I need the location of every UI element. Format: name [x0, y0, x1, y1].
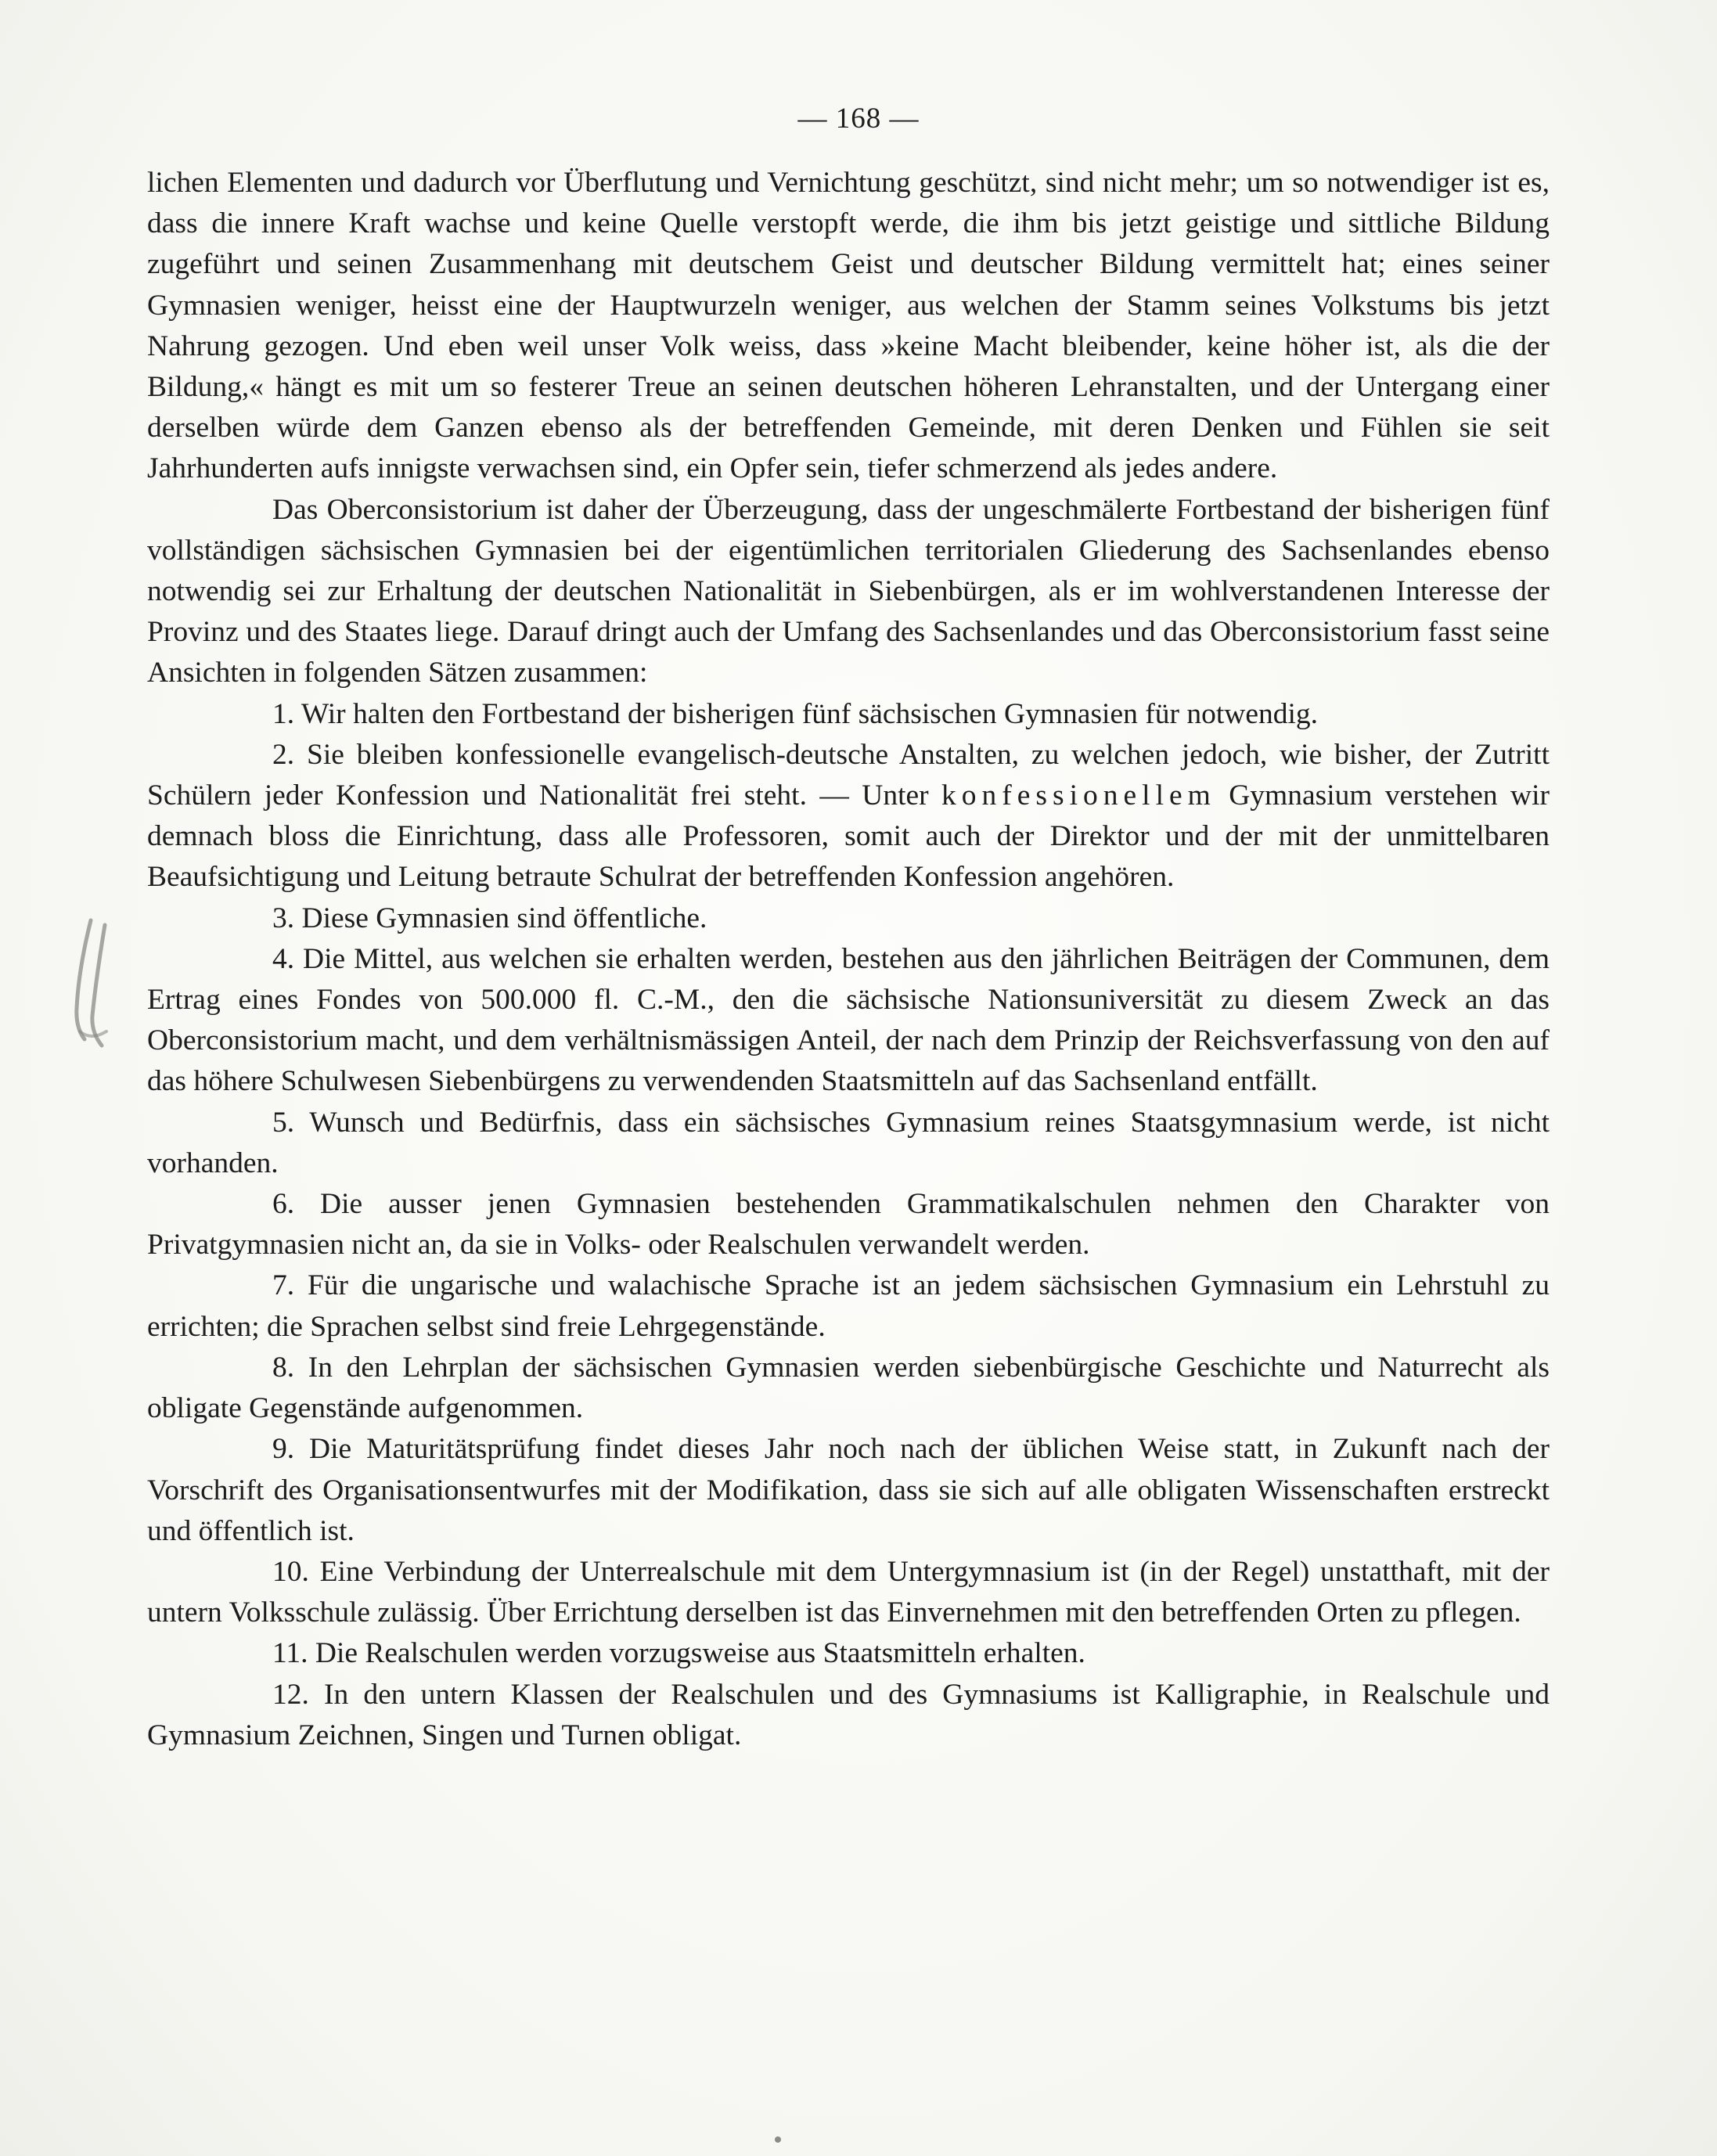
bottom-dot-mark [775, 2136, 781, 2143]
list-item-2-emphasis: konfessionellem [941, 779, 1216, 812]
list-item-2-text-a: 2. Sie bleiben konfessionelle evangelisch-deutsche Anstalten, zu welchen jedoch, wie bisher, der Zutritt Schülern jeder Konfession und Nationalität frei steht. — Unter [147, 738, 1550, 812]
page-number: — 168 — [797, 103, 920, 135]
list-item-9: 9. Die Maturitätsprüfung findet dieses Jahr noch nach der üblichen Weise statt, in Zukunft nach der Vorschrift des Organisationsentwurfes mit der Modifikation, dass sie sich auf alle obligaten Wissenschaften erstreckt und öffentlich ist. [147, 1433, 1550, 1547]
list-item-2-text-b: Gymnasium verstehen wir demnach bloss die Einrichtung, dass alle Professoren, somit auch der Direktor und der mit der unmittelbaren Beaufsichtigung und Leitung betraute Schulrat der betreffenden Konfession angehören. [147, 779, 1550, 894]
list-item-10: 10. Eine Verbindung der Unterrealschule mit dem Untergymnasium ist (in der Regel) unstatthaft, mit der untern Volksschule zulässig. Über Errichtung derselben ist das Einvernehmen mit den betreffenden Orten zu pflegen. [147, 1555, 1550, 1629]
list-item-4: 4. Die Mittel, aus welchen sie erhalten werden, bestehen aus den jährlichen Beiträgen der Communen, dem Ertrag eines Fondes von 500.000 fl. C.-M., den die sächsische Nationsuniversität zu diesem Zweck an das Oberconsistorium macht, und dem verhältnismässigen Anteil, der nach dem Prinzip der Reichsverfassung von den auf das höhere Schulwesen Siebenbürgens zu verwendenden Staatsmitteln auf das Sachsenland entfällt. [147, 942, 1550, 1098]
list-item-6: 6. Die ausser jenen Gymnasien bestehenden Grammatikalschulen nehmen den Charakter von Privatgymnasien nicht an, da sie in Volks- oder Realschulen verwandelt werden. [147, 1188, 1550, 1262]
list-item-12: 12. In den untern Klassen der Realschulen und des Gymnasiums ist Kalligraphie, in Realschule und Gymnasium Zeichnen, Singen und Turnen obligat. [147, 1678, 1550, 1751]
list-item-7: 7. Für die ungarische und walachische Sprache ist an jedem sächsischen Gymnasium ein Lehrstuhl zu errichten; die Sprachen selbst sind freie Lehrgegenstände. [147, 1269, 1550, 1343]
pencil-margin-mark-icon [61, 914, 124, 1055]
list-item-1: 1. Wir halten den Fortbestand der bisherigen fünf sächsischen Gymnasien für notwendig. [272, 697, 1319, 730]
list-item-2 [147, 735, 1550, 898]
body-text [147, 163, 1550, 1756]
list-item-11: 11. Die Realschulen werden vorzugsweise aus Staatsmitteln erhalten. [272, 1637, 1085, 1670]
list-item-3: 3. Diese Gymnasien sind öffentliche. [272, 902, 707, 934]
list-item-8: 8. In den Lehrplan der sächsischen Gymnasien werden siebenbürgische Geschichte und Naturrecht als obligate Gegenstände aufgenommen. [147, 1351, 1550, 1425]
paragraph-continuation: lichen Elementen und dadurch vor Überflutung und Vernichtung geschützt, sind nicht mehr; um so notwendiger ist es, dass die innere Kraft wachse und keine Quelle verstopft werde, die ihm bis jetzt geistige und sittliche Bildung zugeführt und seinen Zusammenhang mit deutschem Geist und deutscher Bildung vermittelt hat; eines seiner Gymnasien weniger, heisst eine der Hauptwurzeln weniger, aus welchen der Stamm seines Volkstums bis jetzt Nahrung gezogen. Und eben weil unser Volk weiss, dass »keine Macht bleibender, keine höher ist, als die der Bildung,« hängt es mit um so festerer Treue an seinen deutschen höheren Lehranstalten, und der Untergang einer derselben würde dem Ganzen ebenso als der betreffenden Gemeinde, mit deren Denken und Fühlen sie seit Jahrhunderten aufs innigste verwachsen sind, ein Opfer sein, tiefer schmerzend als jedes andere. [147, 167, 1550, 485]
list-item-5: 5. Wunsch und Bedürfnis, dass ein sächsisches Gymnasium reines Staatsgymnasium werde, ist nicht vorhanden. [147, 1106, 1550, 1179]
paragraph-oberconsistorium: Das Oberconsistorium ist daher der Überzeugung, dass der ungeschmälerte Fortbestand der bisherigen fünf vollständigen sächsischen Gymnasien bei der eigentümlichen territorialen Gliederung des Sachsenlandes ebenso notwendig sei zur Erhaltung der deutschen Nationalität in Siebenbürgen, als er im wohlverstandenen Interesse der Provinz und des Staates liege. Darauf dringt auch der Umfang des Sachsenlandes und das Oberconsistorium fasst seine Ansichten in folgenden Sätzen zusammen: [147, 493, 1550, 689]
